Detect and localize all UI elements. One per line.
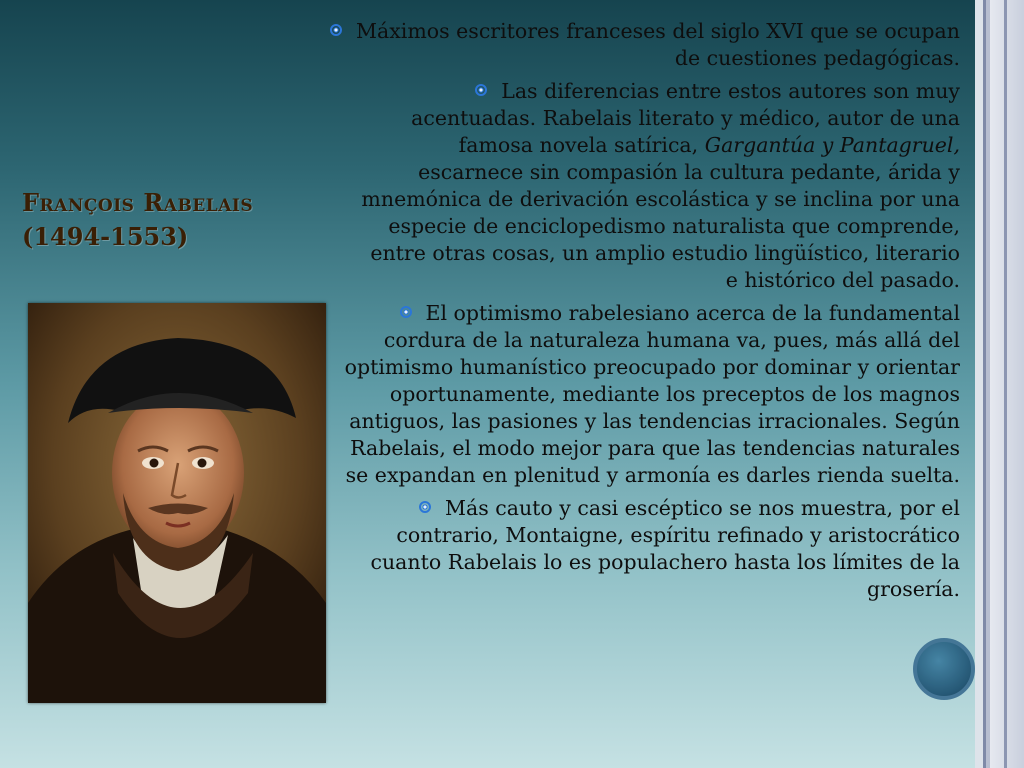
bullet-text: Las diferencias entre estos autores son muy acentuadas. Rabelais literato y médico, autor de una famosa novela satírica, [411, 79, 960, 157]
bullet-icon [400, 306, 412, 318]
portrait-image [28, 303, 326, 703]
title-years: (1494-1553) [22, 222, 189, 251]
content-body [330, 18, 960, 609]
bullet-item [330, 300, 960, 489]
bullet-icon [475, 84, 487, 96]
decorative-rail [990, 0, 1024, 768]
decorative-circle [913, 638, 975, 700]
bullet-text: El optimismo rabelesiano acerca de la fundamental cordura de la naturaleza humana va, pues, más allá del optimismo humanístico preocupado por dominar y orientar oportunamente, mediante los preceptos de los magnos antiguos, las pasiones y las tendencias irracionales. Según Rabelais, el modo mejor para que las tendencias naturales se expandan en plenitud y armonía es darles rienda suelta. [344, 301, 960, 487]
bullet-icon [330, 24, 342, 36]
bullet-text: escarnece sin compasión la cultura pedante, árida y mnemónica de derivación escolástica y se inclina por una especie de enciclopedismo naturalista que comprende, entre otras cosas, un amplio estudio lingüístico, literario e histórico del pasado. [361, 160, 960, 292]
bullet-item [330, 78, 960, 294]
bullet-item [330, 495, 960, 603]
title-name: François Rabelais [22, 188, 254, 217]
bullet-text: Más cauto y casi escéptico se nos muestra, por el contrario, Montaigne, espíritu refinado y aristocrático cuanto Rabelais lo es populachero hasta los límites de la grosería. [370, 496, 960, 601]
bullet-text: Máximos escritores franceses del siglo XVI que se ocupan de cuestiones pedagógicas. [356, 19, 960, 70]
bullet-icon [419, 501, 431, 513]
decorative-rail [975, 0, 983, 768]
decorative-rail [1004, 0, 1007, 768]
bullet-item [330, 18, 960, 72]
bullet-italic-title: Gargantúa y Pantagruel, [704, 133, 960, 157]
slide-title [22, 186, 372, 254]
portrait-icon [28, 303, 326, 703]
